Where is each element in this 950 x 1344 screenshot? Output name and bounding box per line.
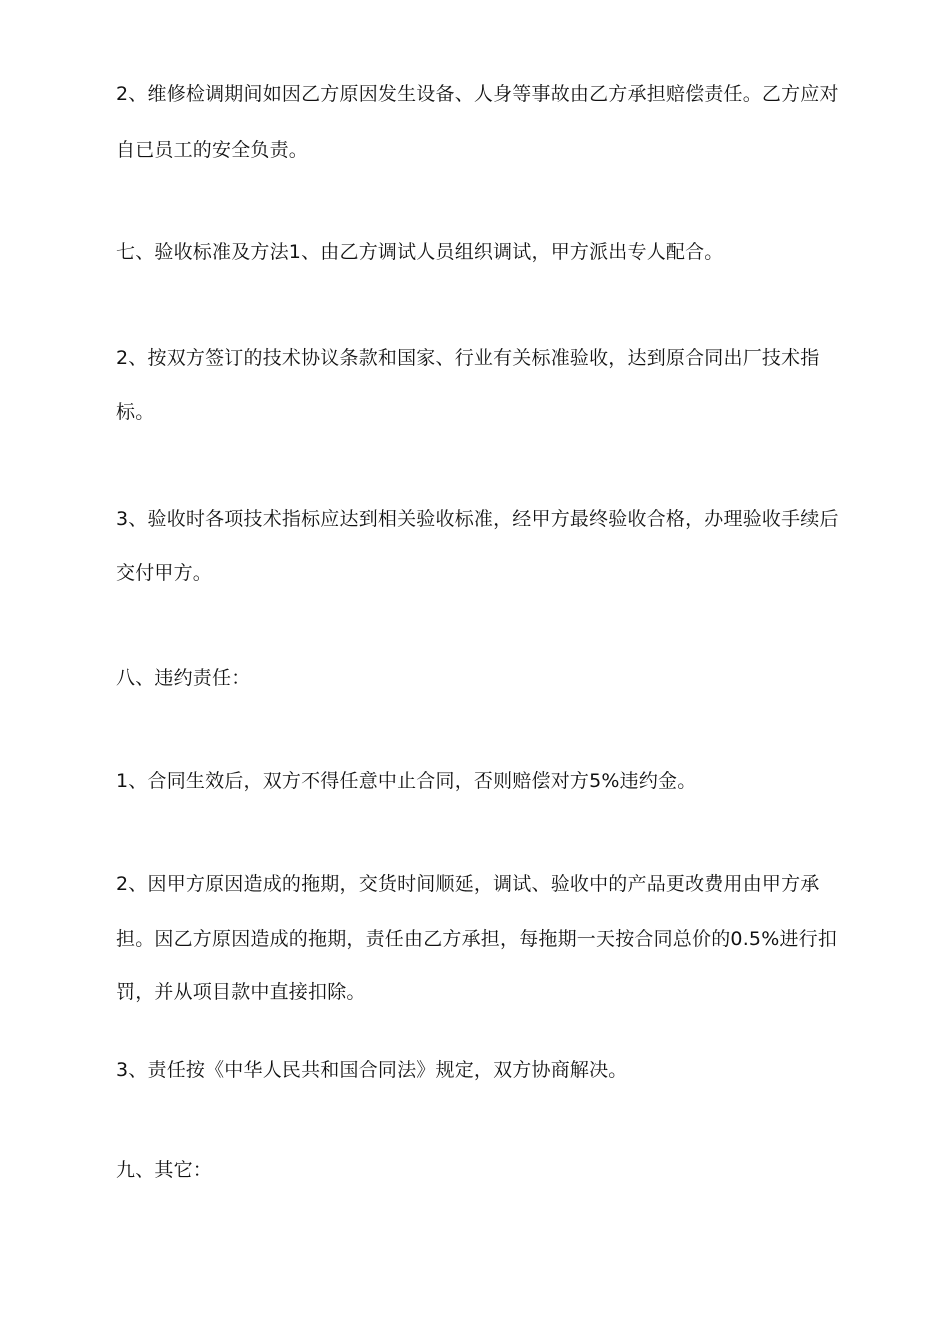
clause-8-2-line-1: 2、因甲方原因造成的拖期，交货时间顺延，调试、验收中的产品更改费用由甲方承: [116, 873, 820, 895]
section-7-heading: 七、验收标准及方法1、由乙方调试人员组织调试，甲方派出专人配合。: [116, 241, 724, 263]
clause-6-2-line-1: 2、维修检调期间如因乙方原因发生设备、人身等事故由乙方承担赔偿责任。乙方应对: [116, 83, 839, 105]
clause-7-2-line-2: 标。: [116, 401, 155, 423]
clause-8-3: 3、责任按《中华人民共和国合同法》规定，双方协商解决。: [116, 1059, 628, 1081]
clause-7-2-line-1: 2、按双方签订的技术协议条款和国家、行业有关标准验收，达到原合同出厂技术指: [116, 347, 820, 369]
section-8-heading: 八、违约责任：: [116, 667, 251, 689]
section-9-heading: 九、其它：: [116, 1159, 213, 1181]
clause-7-3-line-2: 交付甲方。: [116, 562, 213, 584]
clause-8-2-line-3: 罚，并从项目款中直接扣除。: [116, 981, 366, 1003]
clause-8-2-line-2: 担。因乙方原因造成的拖期，责任由乙方承担，每拖期一天按合同总价的0.5%进行扣: [116, 928, 838, 950]
clause-8-1: 1、合同生效后，双方不得任意中止合同，否则赔偿对方5%违约金。: [116, 770, 697, 792]
clause-7-3-line-1: 3、验收时各项技术指标应达到相关验收标准，经甲方最终验收合格，办理验收手续后: [116, 508, 839, 530]
clause-6-2-line-2: 自已员工的安全负责。: [116, 139, 309, 161]
